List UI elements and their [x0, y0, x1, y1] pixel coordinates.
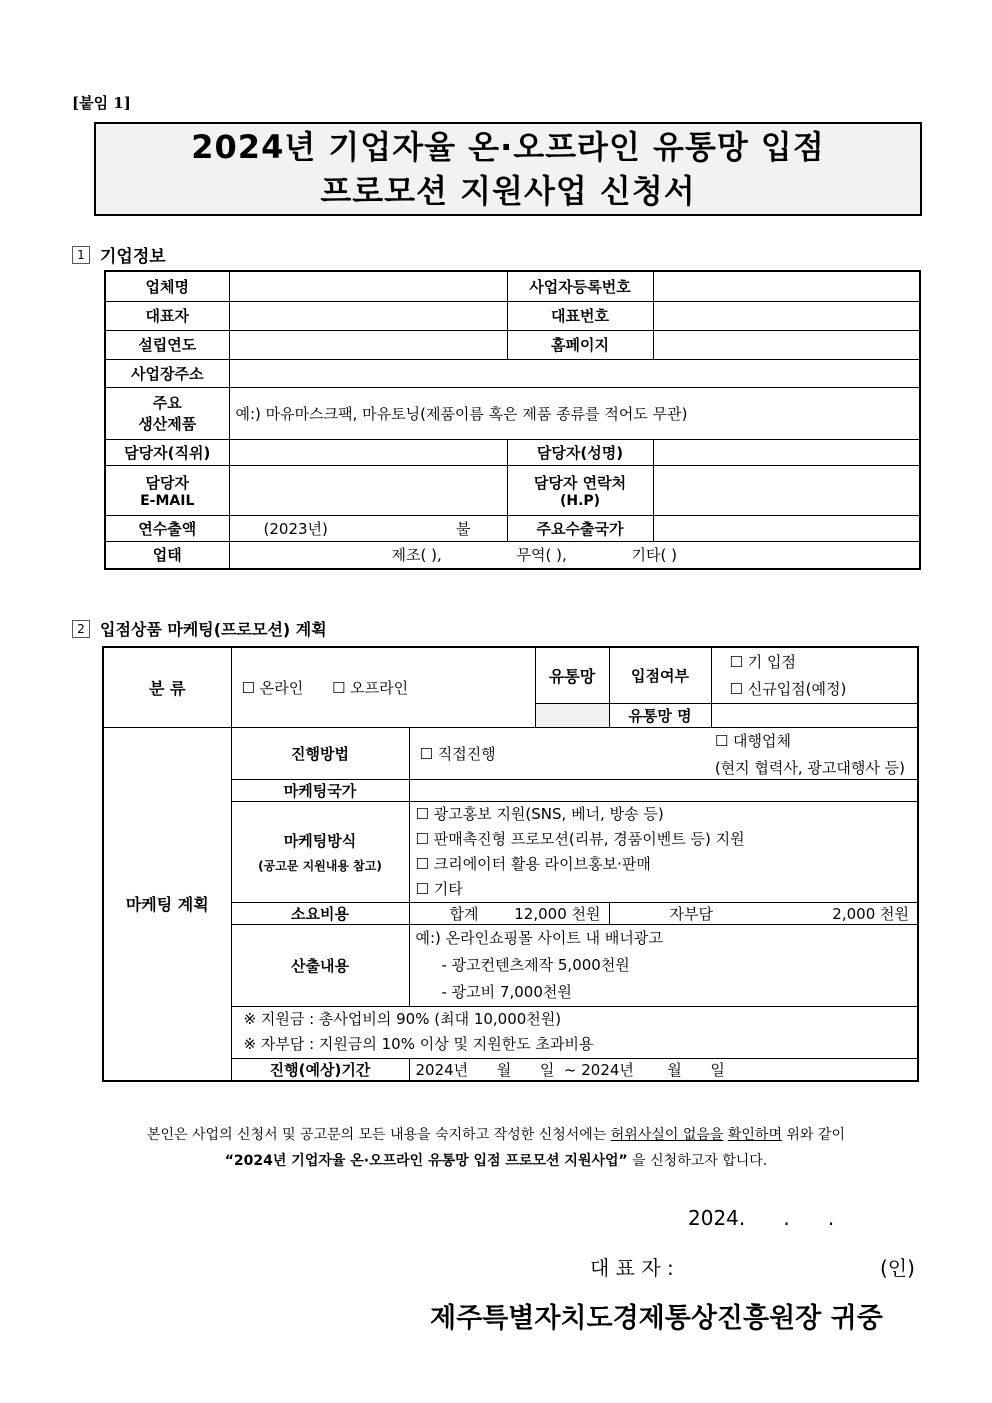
- declaration-pre: 본인은 사업의 신청서 및 공고문의 모든 내용을 숙지하고 작성한 신청서에는: [147, 1127, 611, 1143]
- cost-self-label: 자부담: [669, 904, 713, 923]
- channel-name-label: 유통망 명: [609, 703, 711, 727]
- section1-heading: [72, 242, 166, 267]
- ceo-phone-field[interactable]: [653, 301, 920, 330]
- company-info-table: [104, 270, 921, 570]
- country-field[interactable]: [409, 779, 918, 801]
- new-entry-checkbox[interactable]: ☐ 신규입점(예정): [711, 675, 918, 703]
- period-label: 진행(예상)기간: [231, 1058, 409, 1081]
- annual-export-label: 연수출액: [105, 515, 229, 541]
- export-year: (2023년): [263, 519, 328, 538]
- declaration-underline2: 확인하며: [727, 1127, 782, 1143]
- annual-export-field[interactable]: [229, 515, 507, 541]
- period-field[interactable]: 2024년 월 일 ~ 2024년 월 일: [409, 1058, 918, 1081]
- declaration-program-name: “2024년 기업자율 온·오프라인 유통망 입점 프로모션 지원사업”: [224, 1153, 628, 1169]
- biz-manufacture-option[interactable]: 제조( ),: [391, 546, 442, 565]
- approach-note: (공고문 지원내용 참고): [258, 858, 382, 873]
- biz-trade-option[interactable]: 무역( ),: [516, 546, 567, 565]
- contact-phone-label: [507, 465, 653, 515]
- contact-name-label: 담당자(성명): [507, 439, 653, 465]
- method-label: 진행방법: [231, 727, 409, 779]
- company-name-field[interactable]: [229, 271, 507, 301]
- contact-email-label: [105, 465, 229, 515]
- approach-opt-ads[interactable]: ☐ 광고홍보 지원(SNS, 베너, 방송 등): [415, 804, 664, 823]
- section2-heading: [72, 617, 327, 640]
- section1-title: 기업정보: [100, 247, 166, 267]
- country-label: 마케팅국가: [231, 779, 409, 801]
- company-name-label: 업체명: [105, 271, 229, 301]
- products-label-l1: 주요: [152, 394, 182, 412]
- online-checkbox[interactable]: ☐ 온라인: [241, 678, 304, 697]
- address-field[interactable]: [229, 359, 920, 387]
- contact-email-l1: 담당자: [145, 473, 189, 492]
- cost-total-value[interactable]: 12,000 천원: [514, 904, 601, 923]
- biz-other-option[interactable]: 기타( ): [631, 546, 677, 565]
- attachment-label: [붙임 1]: [72, 94, 131, 112]
- section1-number: 1: [72, 246, 90, 264]
- approach-opt-other[interactable]: ☐ 기타: [415, 879, 463, 898]
- representative-label: 대 표 자 :: [590, 1256, 674, 1280]
- section2-number: 2: [72, 620, 90, 638]
- business-type-label: 업태: [105, 541, 229, 569]
- approach-opt-creator[interactable]: ☐ 크리에이터 활용 라이브홍보·판매: [415, 854, 651, 873]
- address-label: 사업장주소: [105, 359, 229, 387]
- support-notes: [231, 1006, 918, 1058]
- contact-email-field[interactable]: [229, 465, 507, 515]
- support-note-1: ※ 지원금 : 총사업비의 90% (최대 10,000천원): [243, 1010, 562, 1028]
- form-title-line2: 프로모션 지원사업 신청서: [320, 172, 696, 210]
- biz-reg-label: 사업자등록번호: [507, 271, 653, 301]
- declaration-line1: [60, 1124, 932, 1144]
- seal-mark: (인): [880, 1256, 915, 1280]
- cost-total-label: 합계: [449, 904, 479, 923]
- form-title-line1: 2024년 기업자율 온·오프라인 유통망 입점: [191, 128, 825, 166]
- homepage-label: 홈페이지: [507, 330, 653, 359]
- products-label: [105, 387, 229, 439]
- calc-line2: - 광고컨텐츠제작 5,000천원: [441, 955, 630, 974]
- cost-total-cell: [409, 902, 609, 924]
- contact-name-field[interactable]: [653, 439, 920, 465]
- entry-status-label: 입점여부: [609, 647, 711, 703]
- main-export-field[interactable]: [653, 515, 920, 541]
- homepage-field[interactable]: [653, 330, 920, 359]
- method-options: [409, 727, 918, 779]
- approach-title: 마케팅방식: [283, 831, 357, 850]
- ceo-field[interactable]: [229, 301, 507, 330]
- declaration-line2-rest: 을 신청하고자 합니다.: [627, 1153, 768, 1169]
- recipient: 제주특별자치도경제통상진흥원장 귀중: [430, 1303, 883, 1334]
- ceo-phone-label: 대표번호: [507, 301, 653, 330]
- contact-email-l2: E-MAIL: [140, 492, 195, 509]
- existing-entry-checkbox[interactable]: ☐ 기 입점: [711, 647, 918, 675]
- main-export-label: 주요수출국가: [507, 515, 653, 541]
- application-date: 2024. . .: [688, 1206, 835, 1230]
- products-field[interactable]: 예:) 마유마스크팩, 마유토닝(제품이름 혹은 제품 종류를 적어도 무관): [229, 387, 920, 439]
- export-unit: 불: [456, 519, 471, 538]
- direct-checkbox[interactable]: ☐ 직접진행: [419, 744, 496, 763]
- calc-field[interactable]: [409, 924, 918, 1006]
- marketing-plan-label: 마케팅 계획: [103, 727, 231, 1081]
- cost-self-cell: [609, 902, 918, 924]
- calc-label: 산출내용: [231, 924, 409, 1006]
- founded-label: 설립연도: [105, 330, 229, 359]
- offline-checkbox[interactable]: ☐ 오프라인: [331, 678, 409, 697]
- agency-note: (현지 협력사, 광고대행사 등): [714, 758, 905, 777]
- calc-line1: 예:) 온라인쇼핑몰 사이트 내 배너광고: [415, 928, 663, 947]
- declaration-line2: [60, 1150, 932, 1170]
- declaration-underline1: 허위사실이 없음을: [610, 1127, 724, 1143]
- cost-self-value[interactable]: 2,000 천원: [832, 904, 909, 923]
- declaration-post: 위와 같이: [781, 1127, 845, 1143]
- form-title-box: [94, 122, 922, 216]
- contact-position-label: 담당자(직위): [105, 439, 229, 465]
- approach-label: [231, 801, 409, 902]
- contact-phone-l2: (H.P): [559, 492, 601, 509]
- channel-name-field[interactable]: [711, 703, 918, 727]
- category-label: 분 류: [103, 647, 231, 727]
- contact-phone-l1: 담당자 연락처: [533, 473, 627, 492]
- products-label-l2: 생산제품: [138, 415, 197, 433]
- contact-position-field[interactable]: [229, 439, 507, 465]
- business-type-field: [229, 541, 920, 569]
- approach-options: [409, 801, 918, 902]
- founded-field[interactable]: [229, 330, 507, 359]
- biz-reg-field[interactable]: [653, 271, 920, 301]
- approach-opt-promo[interactable]: ☐ 판매촉진형 프로모션(리뷰, 경품이벤트 등) 지원: [415, 829, 745, 848]
- support-note-2: ※ 자부담 : 지원금의 10% 이상 및 지원한도 초과비용: [243, 1035, 594, 1053]
- ceo-label: 대표자: [105, 301, 229, 330]
- agency-checkbox[interactable]: ☐ 대행업체: [714, 731, 792, 750]
- cost-label: 소요비용: [231, 902, 409, 924]
- section2-title: 입점상품 마케팅(프로모션) 계획: [100, 620, 327, 639]
- calc-line3: - 광고비 7,000천원: [441, 982, 572, 1001]
- marketing-plan-table: [102, 646, 919, 1082]
- contact-phone-field[interactable]: [653, 465, 920, 515]
- category-options: [231, 647, 535, 727]
- channel-label: 유통망: [535, 647, 609, 703]
